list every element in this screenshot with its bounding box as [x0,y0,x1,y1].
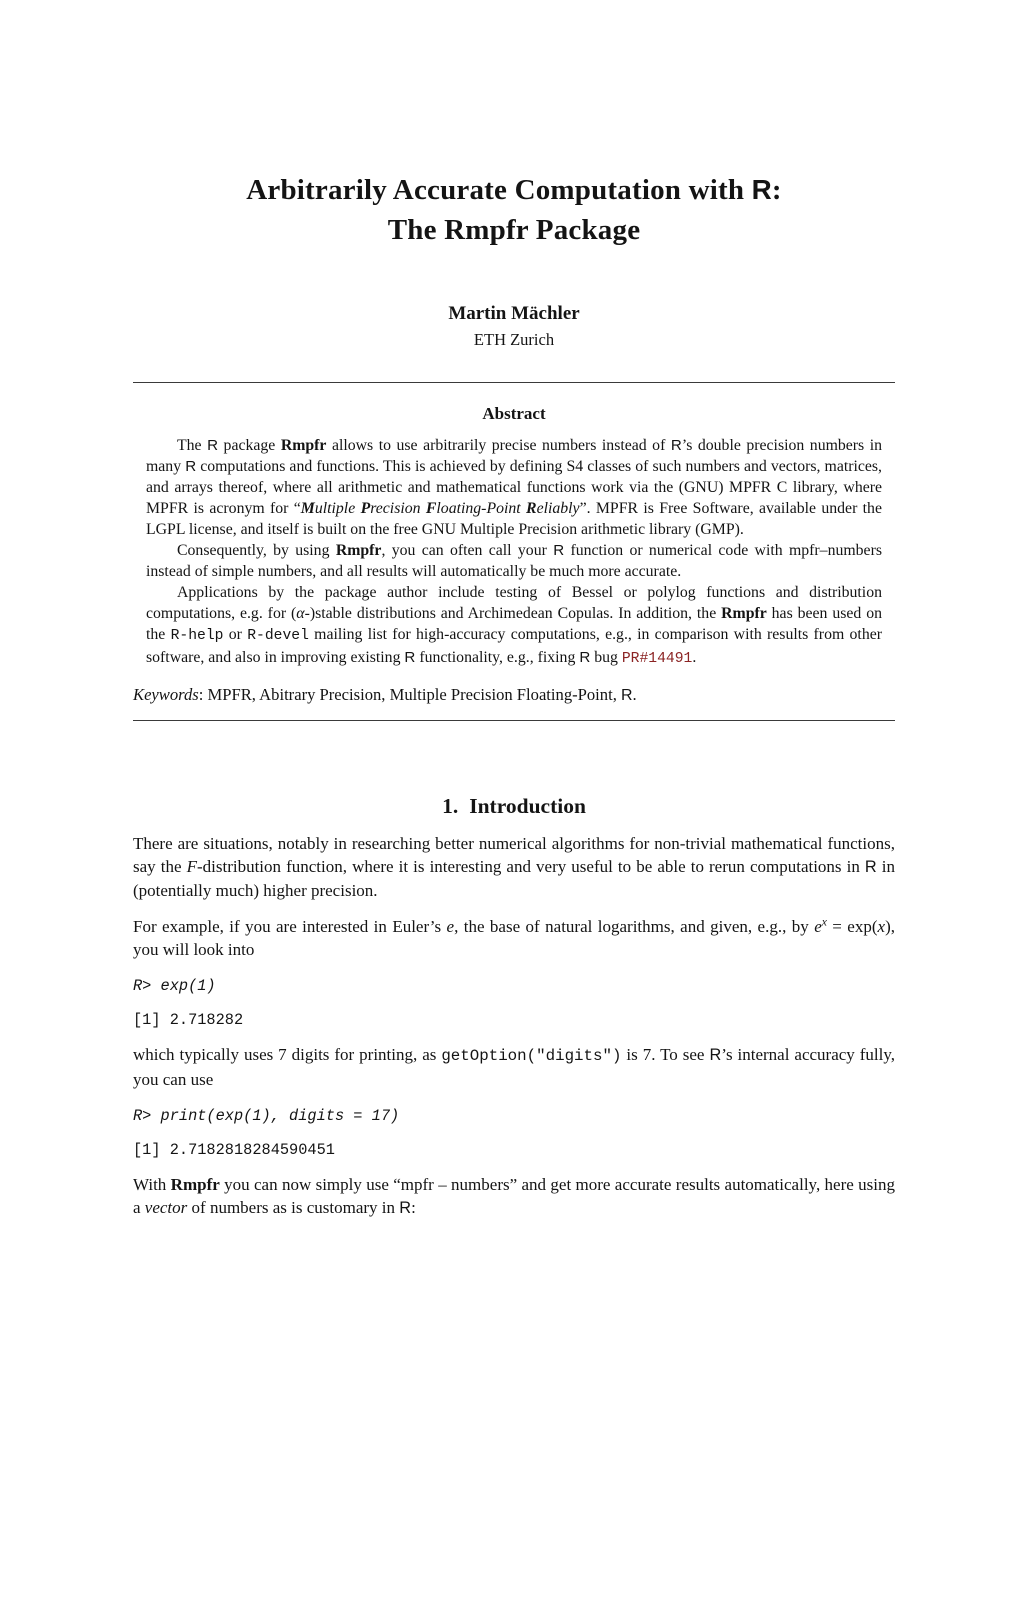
abstract-paragraph-2: Consequently, by using Rmpfr, you can often call your R function or numerical code with mpfr–numbers instead of simple numbers, and all results will automatically be much more accurate. [146,542,882,580]
abstract-body [146,435,882,670]
paper-title-line1: Arbitrarily Accurate Computation with R: [246,174,782,206]
r-code-output-1: [1] 2.718282 [133,1011,244,1029]
author-affiliation: ETH Zurich [473,330,555,349]
r-code-input-1: R> exp(1) [133,977,216,995]
abstract-paragraph-1: The R package Rmpfr allows to use arbitrarily precise numbers instead of R’s double precision numbers in many R computations and functions. This is achieved by defining S4 classes of such numbers and vectors, matrices, and arrays thereof, where all arithmetic and mathematical functions work via the (GNU) MPFR C library, where MPFR is acronym for “Multiple Precision Floating-Point Reliably”. MPFR is Free Software, available under the LGPL license, and itself is built on the free GNU Multiple Precision arithmetic library (GMP). [146,437,883,538]
keywords-line: Keywords: MPFR, Abitrary Precision, Multiple Precision Floating-Point, R. [133,685,637,704]
intro-paragraph-4: With Rmpfr you can now simply use “mpfr – numbers” and get more accurate results automatically, here using a vector of numbers as is customary in R: [133,1175,895,1217]
intro-paragraph-3: which typically uses 7 digits for printing, as getOption("digits") is 7. To see R’s internal accuracy fully, you can use [133,1045,895,1089]
abstract-heading: Abstract [482,404,546,423]
r-code-output-2: [1] 2.7182818284590451 [133,1141,335,1159]
paper-page [0,170,1020,1612]
intro-paragraph-1: There are situations, notably in researching better numerical algorithms for non-trivial mathematical functions, say the F-distribution function, where it is interesting and very useful to be able to rerun computations in R in (potentially much) higher precision. [133,834,895,900]
r-code-input-2: R> print(exp(1), digits = 17) [133,1107,400,1125]
abstract-top-rule [133,382,895,383]
abstract-paragraph-3: Applications by the package author include testing of Bessel or polylog functions and distribution computations, e.g. for (α-)stable distributions and Archimedean Copulas. In addition, the Rmpfr has been used on the R-help or R-devel mailing list for high-accuracy computations, e.g., in comparison with results from other software, and also in improving existing R functionality, e.g., fixing R bug PR#14491. [146,584,883,667]
abstract-bottom-rule [133,720,895,721]
paper-title-line2: The Rmpfr Package [387,214,641,246]
bug-report-link[interactable]: PR#14491 [621,651,693,667]
paper-title [133,170,895,250]
intro-paragraph-2: For example, if you are interested in Euler’s e, the base of natural logarithms, and given, e.g., by $e^x = \exp(x)$, you will look into [133,915,895,959]
section-1-title: Introduction [469,794,586,818]
author-name: Martin Mächler [448,303,580,324]
section-1-number: 1. [442,794,459,818]
paper-content [133,170,895,1220]
section-1-heading [133,793,895,819]
